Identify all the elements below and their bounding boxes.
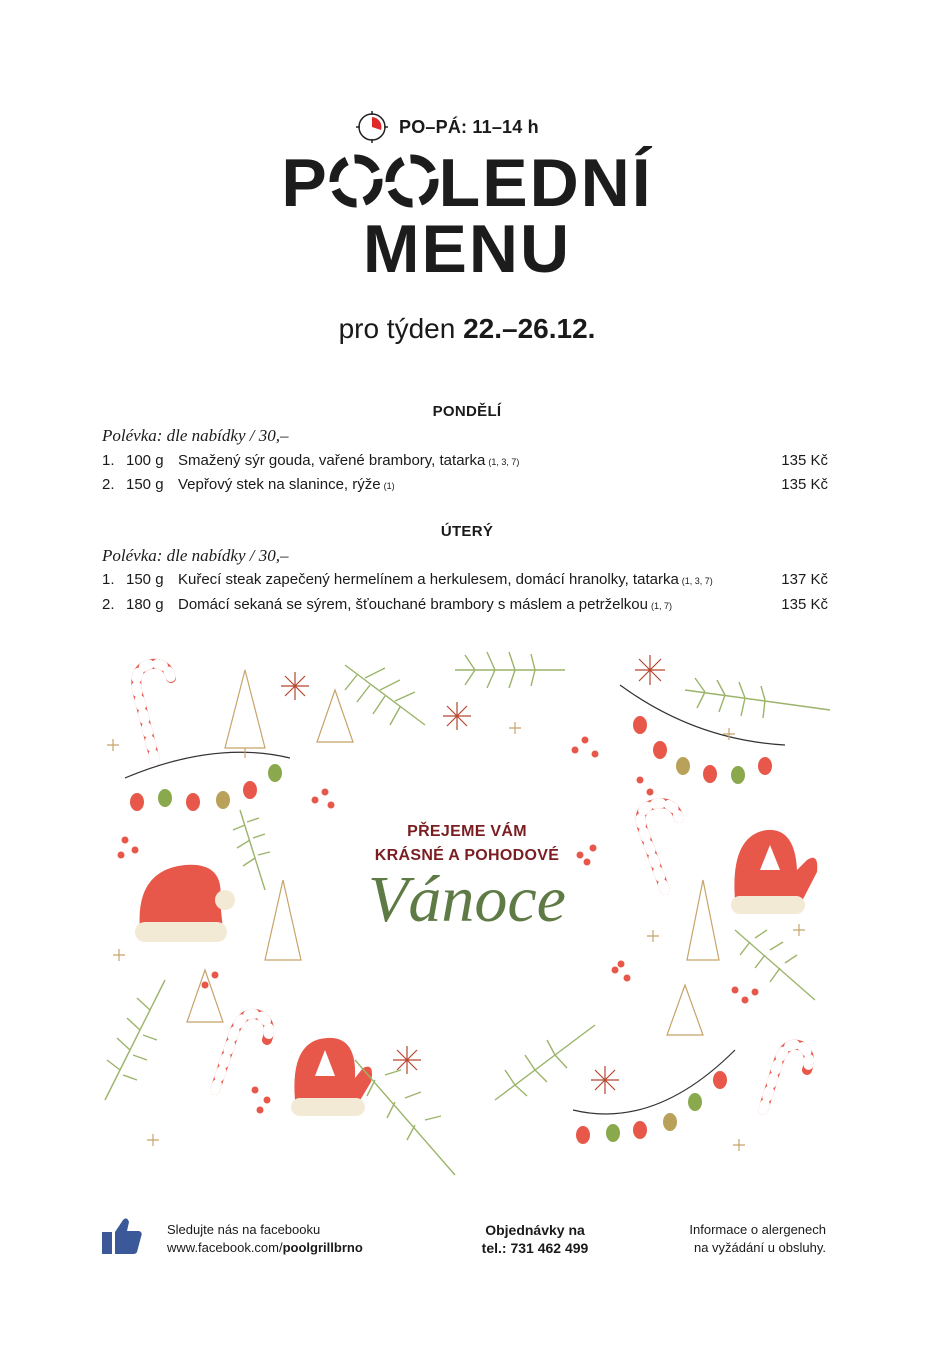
fir-branch-icon xyxy=(735,930,815,1000)
snowflake-icon xyxy=(281,672,309,700)
facebook-url-prefix: www.facebook.com/ xyxy=(167,1240,283,1255)
item-name: Vepřový stek na slanince, rýže xyxy=(178,476,381,493)
menu-item xyxy=(102,476,828,493)
menu-item xyxy=(102,571,828,588)
facebook-url-handle: poolgrillbrno xyxy=(282,1240,363,1255)
candy-cane-icon xyxy=(763,1045,809,1110)
mitten-icon xyxy=(291,1038,372,1116)
facebook-link[interactable] xyxy=(167,1239,363,1257)
greeting-vanoce: Vánoce xyxy=(368,863,566,936)
item-weight: 100 g xyxy=(126,452,164,469)
day-heading-monday: PONDĚLÍ xyxy=(432,403,502,420)
orders-info xyxy=(440,1221,630,1257)
facebook-like-icon[interactable] xyxy=(101,1216,143,1256)
soup-tuesday: Polévka: dle nabídky / 30,– xyxy=(102,546,289,565)
item-allergens: (1, 3, 7) xyxy=(488,457,520,467)
item-number: 1. xyxy=(102,571,115,588)
clock-icon xyxy=(355,110,389,144)
fir-branch-icon xyxy=(495,1025,595,1100)
item-price: 137 Kč xyxy=(781,571,828,588)
facebook-info xyxy=(167,1221,363,1257)
fir-branch-icon xyxy=(345,665,425,725)
item-weight: 150 g xyxy=(126,476,164,493)
pine-tree-icon xyxy=(225,670,265,758)
string-lights-icon xyxy=(125,752,290,811)
allergen-line-1: Informace o alergenech xyxy=(689,1222,826,1237)
page-title xyxy=(0,145,934,287)
menu-item xyxy=(102,596,828,613)
greeting-line-2: KRÁSNÉ A POHODOVÉ xyxy=(374,847,560,864)
item-number: 2. xyxy=(102,476,115,493)
snowflake-icon xyxy=(443,702,471,730)
item-weight: 150 g xyxy=(126,571,164,588)
item-name: Smažený sýr gouda, vařené brambory, tatarka xyxy=(178,452,486,469)
item-number: 1. xyxy=(102,452,115,469)
item-price: 135 Kč xyxy=(781,596,828,613)
snowflake-icon xyxy=(635,655,665,685)
item-price: 135 Kč xyxy=(781,452,828,469)
item-name: Domácí sekaná se sýrem, šťouchané brambory s máslem a petrželkou xyxy=(178,596,648,613)
fir-branch-icon xyxy=(355,1060,455,1175)
soup-monday: Polévka: dle nabídky / 30,– xyxy=(102,426,289,445)
orders-phone[interactable]: tel.: 731 462 499 xyxy=(481,1240,589,1256)
pine-tree-icon xyxy=(187,970,223,1022)
allergen-info xyxy=(640,1221,826,1257)
week-prefix: pro týden xyxy=(338,313,456,344)
snowflake-icon xyxy=(591,1066,619,1094)
title-letter-p: P xyxy=(281,145,329,221)
title-rings-icon xyxy=(329,153,439,209)
week-range xyxy=(0,313,934,345)
pine-tree-icon xyxy=(667,985,703,1035)
fir-branch-icon xyxy=(685,678,830,718)
title-line-1 xyxy=(0,145,934,221)
item-allergens: (1, 7) xyxy=(651,601,673,611)
day-heading-tuesday: ÚTERÝ xyxy=(440,523,494,540)
orders-caption: Objednávky na xyxy=(485,1222,585,1238)
item-name: Kuřecí steak zapečený hermelínem a herkulesem, domácí hranolky, tatarka xyxy=(178,571,679,588)
fir-branch-icon xyxy=(455,652,565,688)
item-allergens: (1, 3, 7) xyxy=(681,576,713,586)
week-dates: 22.–26.12. xyxy=(463,313,596,344)
pine-tree-icon xyxy=(317,690,353,742)
title-rest: LEDNÍ xyxy=(438,145,653,221)
opening-hours xyxy=(355,112,539,142)
greeting-line-1: PŘEJEME VÁM xyxy=(407,823,527,840)
allergen-line-2: na vyžádání u obsluhy. xyxy=(693,1240,826,1255)
title-line-2: MENU xyxy=(362,211,572,287)
hours-text: PO–PÁ: 11–14 h xyxy=(399,116,539,137)
facebook-caption: Sledujte nás na facebooku xyxy=(167,1222,321,1237)
item-weight: 180 g xyxy=(126,596,164,613)
fir-branch-icon xyxy=(105,980,165,1100)
candy-cane-icon xyxy=(215,1014,269,1090)
item-number: 2. xyxy=(102,596,115,613)
candy-cane-icon xyxy=(136,664,171,760)
string-lights-icon xyxy=(573,1050,735,1144)
greeting xyxy=(0,820,934,868)
menu-item xyxy=(102,452,828,469)
item-allergens: (1) xyxy=(383,481,395,491)
item-price: 135 Kč xyxy=(781,476,828,493)
snowflake-icon xyxy=(393,1046,421,1074)
